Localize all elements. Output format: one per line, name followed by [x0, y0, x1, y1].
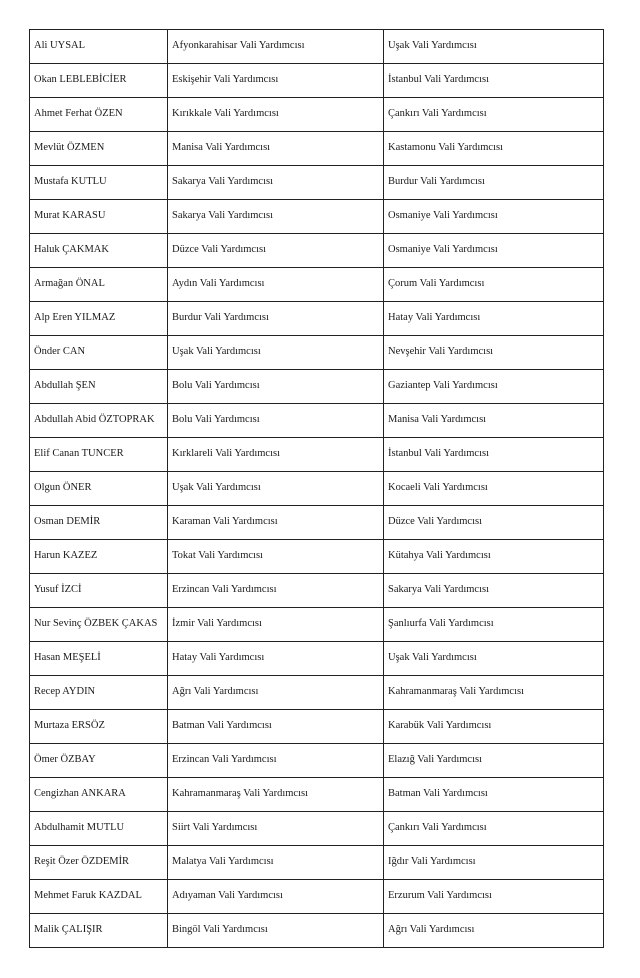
new-post-cell: İstanbul Vali Yardımcısı [384, 438, 604, 472]
current-post-cell: İzmir Vali Yardımcısı [168, 608, 384, 642]
person-name-cell: Reşit Özer ÖZDEMİR [30, 846, 168, 880]
person-name-cell: Armağan ÖNAL [30, 268, 168, 302]
table-row [30, 64, 604, 98]
table-row [30, 812, 604, 846]
person-name-cell: Murat KARASU [30, 200, 168, 234]
table-row [30, 778, 604, 812]
current-post-cell: Batman Vali Yardımcısı [168, 710, 384, 744]
person-name-cell: Recep AYDIN [30, 676, 168, 710]
table-row [30, 268, 604, 302]
table-row [30, 438, 604, 472]
table-row [30, 234, 604, 268]
table-row [30, 336, 604, 370]
new-post-cell: Manisa Vali Yardımcısı [384, 404, 604, 438]
new-post-cell: Nevşehir Vali Yardımcısı [384, 336, 604, 370]
table-row [30, 676, 604, 710]
person-name-cell: Elif Canan TUNCER [30, 438, 168, 472]
table-row [30, 200, 604, 234]
new-post-cell: Çankırı Vali Yardımcısı [384, 98, 604, 132]
new-post-cell: Osmaniye Vali Yardımcısı [384, 200, 604, 234]
current-post-cell: Eskişehir Vali Yardımcısı [168, 64, 384, 98]
person-name-cell: Cengizhan ANKARA [30, 778, 168, 812]
table-row [30, 506, 604, 540]
new-post-cell: İstanbul Vali Yardımcısı [384, 64, 604, 98]
new-post-cell: Kocaeli Vali Yardımcısı [384, 472, 604, 506]
current-post-cell: Erzincan Vali Yardımcısı [168, 574, 384, 608]
person-name-cell: Ömer ÖZBAY [30, 744, 168, 778]
current-post-cell: Ağrı Vali Yardımcısı [168, 676, 384, 710]
person-name-cell: Ahmet Ferhat ÖZEN [30, 98, 168, 132]
new-post-cell: Çankırı Vali Yardımcısı [384, 812, 604, 846]
appointment-table-body [30, 30, 604, 948]
new-post-cell: Erzurum Vali Yardımcısı [384, 880, 604, 914]
table-row [30, 846, 604, 880]
current-post-cell: Bolu Vali Yardımcısı [168, 370, 384, 404]
new-post-cell: Karabük Vali Yardımcısı [384, 710, 604, 744]
current-post-cell: Karaman Vali Yardımcısı [168, 506, 384, 540]
person-name-cell: Yusuf İZCİ [30, 574, 168, 608]
person-name-cell: Osman DEMİR [30, 506, 168, 540]
current-post-cell: Düzce Vali Yardımcısı [168, 234, 384, 268]
current-post-cell: Uşak Vali Yardımcısı [168, 336, 384, 370]
new-post-cell: Osmaniye Vali Yardımcısı [384, 234, 604, 268]
table-row [30, 404, 604, 438]
current-post-cell: Siirt Vali Yardımcısı [168, 812, 384, 846]
person-name-cell: Ali UYSAL [30, 30, 168, 64]
person-name-cell: Malik ÇALIŞIR [30, 914, 168, 948]
table-row [30, 744, 604, 778]
current-post-cell: Kırıkkale Vali Yardımcısı [168, 98, 384, 132]
person-name-cell: Mehmet Faruk KAZDAL [30, 880, 168, 914]
person-name-cell: Olgun ÖNER [30, 472, 168, 506]
current-post-cell: Hatay Vali Yardımcısı [168, 642, 384, 676]
person-name-cell: Murtaza ERSÖZ [30, 710, 168, 744]
person-name-cell: Alp Eren YILMAZ [30, 302, 168, 336]
table-row [30, 30, 604, 64]
new-post-cell: Uşak Vali Yardımcısı [384, 642, 604, 676]
current-post-cell: Afyonkarahisar Vali Yardımcısı [168, 30, 384, 64]
new-post-cell: Batman Vali Yardımcısı [384, 778, 604, 812]
new-post-cell: Uşak Vali Yardımcısı [384, 30, 604, 64]
person-name-cell: Abdullah ŞEN [30, 370, 168, 404]
current-post-cell: Bingöl Vali Yardımcısı [168, 914, 384, 948]
new-post-cell: Düzce Vali Yardımcısı [384, 506, 604, 540]
table-row [30, 608, 604, 642]
current-post-cell: Erzincan Vali Yardımcısı [168, 744, 384, 778]
table-row [30, 132, 604, 166]
new-post-cell: Iğdır Vali Yardımcısı [384, 846, 604, 880]
table-row [30, 642, 604, 676]
table-row [30, 574, 604, 608]
person-name-cell: Okan LEBLEBİCİER [30, 64, 168, 98]
new-post-cell: Çorum Vali Yardımcısı [384, 268, 604, 302]
current-post-cell: Sakarya Vali Yardımcısı [168, 200, 384, 234]
current-post-cell: Malatya Vali Yardımcısı [168, 846, 384, 880]
table-row [30, 472, 604, 506]
new-post-cell: Şanlıurfa Vali Yardımcısı [384, 608, 604, 642]
new-post-cell: Elazığ Vali Yardımcısı [384, 744, 604, 778]
person-name-cell: Hasan MEŞELİ [30, 642, 168, 676]
new-post-cell: Sakarya Vali Yardımcısı [384, 574, 604, 608]
current-post-cell: Sakarya Vali Yardımcısı [168, 166, 384, 200]
new-post-cell: Hatay Vali Yardımcısı [384, 302, 604, 336]
appointment-table [29, 29, 604, 948]
current-post-cell: Aydın Vali Yardımcısı [168, 268, 384, 302]
person-name-cell: Harun KAZEZ [30, 540, 168, 574]
new-post-cell: Ağrı Vali Yardımcısı [384, 914, 604, 948]
table-row [30, 914, 604, 948]
current-post-cell: Uşak Vali Yardımcısı [168, 472, 384, 506]
person-name-cell: Önder CAN [30, 336, 168, 370]
table-row [30, 370, 604, 404]
new-post-cell: Kütahya Vali Yardımcısı [384, 540, 604, 574]
table-row [30, 302, 604, 336]
current-post-cell: Adıyaman Vali Yardımcısı [168, 880, 384, 914]
table-row [30, 880, 604, 914]
person-name-cell: Abdulhamit MUTLU [30, 812, 168, 846]
current-post-cell: Kırklareli Vali Yardımcısı [168, 438, 384, 472]
table-row [30, 166, 604, 200]
new-post-cell: Gaziantep Vali Yardımcısı [384, 370, 604, 404]
current-post-cell: Burdur Vali Yardımcısı [168, 302, 384, 336]
current-post-cell: Manisa Vali Yardımcısı [168, 132, 384, 166]
table-row [30, 540, 604, 574]
current-post-cell: Tokat Vali Yardımcısı [168, 540, 384, 574]
current-post-cell: Bolu Vali Yardımcısı [168, 404, 384, 438]
person-name-cell: Haluk ÇAKMAK [30, 234, 168, 268]
new-post-cell: Kastamonu Vali Yardımcısı [384, 132, 604, 166]
person-name-cell: Mevlüt ÖZMEN [30, 132, 168, 166]
table-row [30, 98, 604, 132]
new-post-cell: Burdur Vali Yardımcısı [384, 166, 604, 200]
current-post-cell: Kahramanmaraş Vali Yardımcısı [168, 778, 384, 812]
table-row [30, 710, 604, 744]
person-name-cell: Mustafa KUTLU [30, 166, 168, 200]
person-name-cell: Nur Sevinç ÖZBEK ÇAKAS [30, 608, 168, 642]
person-name-cell: Abdullah Abid ÖZTOPRAK [30, 404, 168, 438]
new-post-cell: Kahramanmaraş Vali Yardımcısı [384, 676, 604, 710]
